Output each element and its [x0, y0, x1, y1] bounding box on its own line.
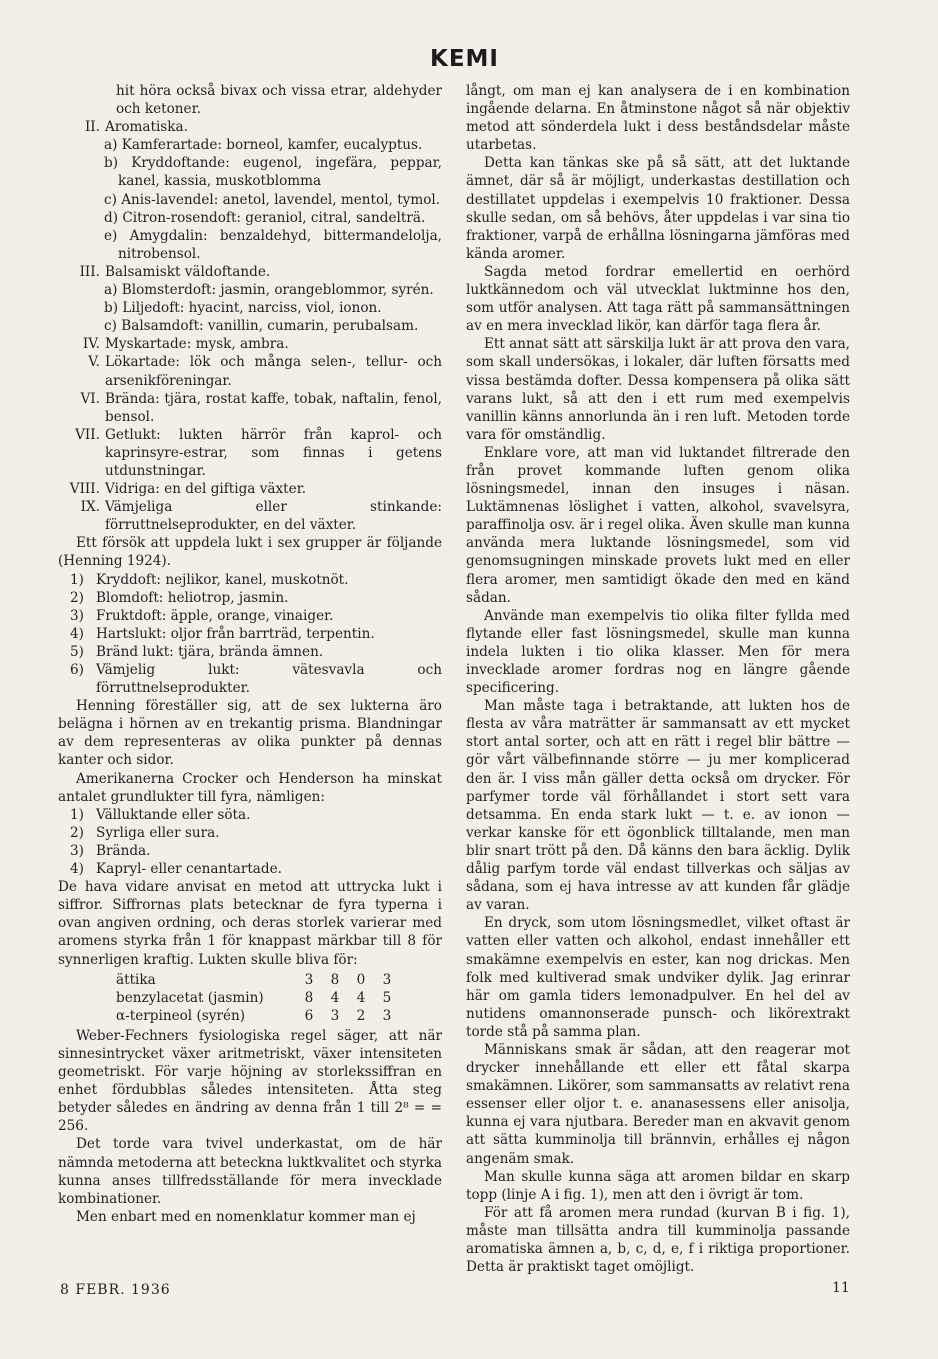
substance-name: α-terpineol (syrén) — [116, 1007, 246, 1024]
table-cell: 3 — [382, 1007, 392, 1024]
table-cell: 3 — [304, 971, 314, 988]
group-item — [70, 661, 442, 697]
table-cell: 4 — [356, 989, 366, 1006]
table-cell: 6 — [304, 1007, 314, 1024]
grundlukt-item-number: 4) — [70, 861, 84, 878]
class-label: Lökartade: lök och många selen-, tellur- och arsenikföreningar. — [105, 354, 442, 389]
paragraph-tvivel: Det torde vara tvivel underkastat, om de här nämnda metoderna att beteckna luktkvalitet och styrka kunna anses tillfredsställande för mera invecklade kombinationer. — [58, 1136, 442, 1207]
group-item-text: Hartslukt: oljor från barrträd, terpentin. — [96, 625, 375, 642]
class-label: Getlukt: lukten härrör från kaprol- och kaprinsyre-estrar, som finnas i getens utdunstningar. — [105, 426, 442, 479]
subclass-item: a) Kamferartade: borneol, kamfer, eucalyptus. — [104, 137, 423, 154]
grundlukt-item — [70, 824, 442, 842]
class-label: Aromatiska. — [105, 119, 188, 136]
table-row — [116, 1007, 400, 1025]
grundlukt-item-text: Kapryl- eller cenantartade. — [96, 861, 282, 878]
class-item — [58, 390, 442, 426]
page-header: KEMI — [430, 46, 499, 72]
group-item-text: Blomdoft: heliotrop, jasmin. — [96, 589, 289, 606]
paragraph-crocker: Amerikanerna Crocker och Henderson ha minskat antalet grundlukter till fyra, nämligen: — [58, 770, 442, 805]
grundlukter-list — [58, 806, 442, 878]
class-number: IV. — [82, 336, 100, 353]
paragraph: Man måste taga i betraktande, att lukten hos de flesta av våra maträtter är sammansatt av ett mycket stort antal sorter, och att en rätt i regel blir bättre — gör vårt välbefinnande större — ju mer komplicerad den är. I viss mån gäller detta också om drycker. För parfymer torde väl förhållandet i stort sett vara detsamma. En enda stark lukt — t. e. av ionon — verkar kanske för ett ögonblick tilltalande, men man blir snart trött på den. Då känns den bara äcklig. Dylik dålig parfym torde väl endast tillverkas och säljas av sådana, som ej hava intresse av att kunden får glädje av varan. — [466, 698, 850, 914]
paragraph: Människans smak är sådan, att den reagerar mot drycker innehållande ett eller ett fåtal skarpa smakämnen. Likörer, som sammansatts av relativt rena essenser eller oljor t. e. ananasessens eller anisolja, kunna ej vara njutbara. Bereder man en akvavit genom att sätta kumminolja till brännvin, erhålles ej någon angenäm smak. — [466, 1041, 850, 1167]
paragraph: För att få aromen mera rundad (kurvan B i fig. 1), måste man tillsätta andra till kumminolja passande aromatiska ämnen a, b, c, d, e, f i riktiga proportioner. Detta är praktiskt taget omöjligt. — [466, 1204, 850, 1276]
substance-name: ättika — [116, 971, 156, 988]
group-item — [70, 625, 442, 643]
class-label: Vämjeliga eller stinkande: förruttnelseprodukter, en del växter. — [105, 499, 442, 534]
class-item — [58, 118, 442, 136]
subclass-item: c) Balsamdoft: vanillin, cumarin, perubalsam. — [104, 318, 419, 335]
group-item — [70, 589, 442, 607]
paragraph-henning-intro: Ett försök att uppdela lukt i sex grupper är följande (Henning 1924). — [58, 535, 442, 570]
table-cell: 5 — [382, 989, 392, 1006]
table-cell: 3 — [330, 1007, 340, 1024]
paragraph: Ett annat sätt att särskilja lukt är att prova den vara, som skall undersökas, i lokaler, där luften försatts med vissa bestämda dofter. Dessa kompensera på olika sätt varans lukt, så att den i ett rum med exempelvis vanillin känns annorlunda än i ren luft. Metoden torde vara för omständlig. — [466, 336, 850, 443]
paragraph: En dryck, som utom lösningsmedlet, vilket oftast är vatten eller vatten och alkohol, endast innehåller ett smakämne exempelvis en ester, kan nog drickas. Men folk med kultiverad smak undviker dylik. Jag erinrar här om gamla tiders lemonadpulver. En hel del av nutidens omannonserade punsch- och likörextrakt torde stå på samma plan. — [466, 915, 850, 1040]
table-cell: 8 — [330, 971, 340, 988]
paragraph-siffror: De hava vidare anvisat en metod att uttrycka lukt i siffror. Siffrornas plats betecknar de fyra typerna i ovan angiven ordning, och deras storlek varierar med aromens styrka från 1 för knappast märkbar till 8 för synnerligen kraftig. Lukten skulle bliva för: — [58, 879, 442, 968]
class-number: II. — [84, 119, 100, 136]
table-cell: 8 — [304, 989, 314, 1006]
paragraph-prisma: Henning föreställer sig, att de sex lukterna äro belägna i hörnen av en trekantig prisma. Blandningar av dem representeras av olika punkter på dennas kanter och sidor. — [58, 698, 442, 769]
paragraph-nomenklatur: Men enbart med en nomenklatur kommer man ej — [76, 1208, 416, 1225]
grundlukt-item-number: 3) — [70, 842, 84, 859]
group-item-number: 5) — [70, 643, 84, 660]
subclass-item: a) Blomsterdoft: jasmin, orangeblommor, syrén. — [104, 282, 434, 299]
paragraph: Använde man exempelvis tio olika filter fyllda med flytande eller fast lösningsmedel, skulle man kunna indela lukten i tio olika klasser. Men för mera invecklade aromer fordras nog en längre gående specificering. — [466, 607, 850, 697]
subclass-item: d) Citron-rosendoft: geraniol, citral, sandelträ. — [104, 209, 426, 226]
class-number: III. — [79, 263, 100, 280]
page-number: 11 — [832, 1280, 850, 1296]
class-number: VII. — [75, 426, 100, 443]
grundlukt-item — [70, 806, 442, 824]
class-label: Myskartade: mysk, ambra. — [105, 336, 289, 353]
class-label: Balsamiskt väldoftande. — [105, 263, 271, 280]
group-item-text: Kryddoft: nejlikor, kanel, muskotnöt. — [96, 571, 349, 588]
group-item-number: 2) — [70, 589, 84, 606]
paragraph: Detta kan tänkas ske på så sätt, att det luktande ämnet, där så är möjligt, underkastas destillation och destillatet uppdelas i exempelvis 10 fraktioner. Dessa skulle sedan, om så behövs, åter uppdelas i var sina tio fraktioner, varpå de erhållna lösningarna jämföras med kända aromer. — [466, 155, 850, 262]
paragraph: Man skulle kunna säga att aromen bildar en skarp topp (linje A i fig. 1), men att den i övrigt är tom. — [466, 1168, 850, 1203]
class-number: IX. — [80, 499, 100, 516]
class-item — [58, 498, 442, 534]
group-item-number: 4) — [70, 625, 84, 642]
grundlukt-item-text: Brända. — [96, 842, 151, 859]
table-row — [116, 971, 400, 989]
group-item-number: 1) — [70, 571, 84, 588]
subclass-item: e) Amygdalin: benzaldehyd, bittermandelolja, nitrobensol. — [104, 227, 442, 262]
class-item — [58, 263, 442, 281]
table-row — [116, 989, 400, 1007]
henning-group-list — [58, 571, 442, 698]
class-number: VI. — [80, 390, 100, 407]
table-cell: 4 — [330, 989, 340, 1006]
subclass-item: c) Anis-lavendel: anetol, lavendel, mentol, tymol. — [104, 191, 441, 208]
group-item-text: Fruktdoft: äpple, orange, vinaiger. — [96, 607, 334, 624]
class-item — [58, 353, 442, 389]
class-item — [58, 426, 442, 480]
paragraph: Enklare vore, att man vid luktandet filtrerade den från provet kommande luften genom olika lösningsmedel, innan den insuges i näsan. Luktämnenas löslighet i vatten, alkohol, svavelsyra, paraffinolja osv. är i regel olika. Även skulle man kunna använda mera luktande lösningsmedel, som vid genomsugningen minskade provets lukt med en eller flera aromer, men samtidigt ökade den med en känd sådan. — [466, 444, 850, 606]
class-number: V. — [88, 354, 100, 371]
grundlukt-item — [70, 860, 442, 878]
grundlukt-item-number: 1) — [70, 806, 84, 823]
class-list — [58, 118, 442, 534]
class-number: VIII. — [69, 481, 100, 498]
footer-date: 8 FEBR. 1936 — [60, 1282, 171, 1298]
group-item-text: Vämjelig lukt: vätesvavla och förruttnelseprodukter. — [96, 662, 442, 697]
substance-name: benzylacetat (jasmin) — [116, 989, 264, 1006]
group-item — [70, 643, 442, 661]
intro-text: hit höra också bivax och vissa etrar, aldehyder och ketoner. — [116, 83, 442, 118]
class-item — [58, 480, 442, 498]
group-item — [70, 571, 442, 589]
class-label: Vidriga: en del giftiga växter. — [105, 481, 307, 498]
grundlukt-item-text: Välluktande eller söta. — [96, 806, 251, 823]
class-label: Brända: tjära, rostat kaffe, tobak, naftalin, fenol, bensol. — [105, 390, 442, 425]
subclass-item: b) Liljedoft: hyacint, narciss, viol, ionon. — [104, 300, 382, 317]
table-cell: 0 — [356, 971, 366, 988]
paragraph: långt, om man ej kan analysera de i en kombination ingående delarna. En åtminstone något så när objektiv metod att sönderdela lukt i dess beståndsdelar måste utarbetas. — [466, 83, 850, 154]
class-item — [58, 335, 442, 353]
group-item-number: 3) — [70, 607, 84, 624]
table-cell: 2 — [356, 1007, 366, 1024]
paragraph-weber-fechner: Weber-Fechners fysiologiska regel säger, att när sinnesintrycket växer aritmetriskt, växer intensiteten geometriskt. För varje höjning av storlekssiffran en enhet fördubblas således intensiteten. Åtta steg betyder således en ändring av denna från 1 till 2⁸ = = 256. — [58, 1027, 442, 1135]
grundlukt-item-text: Syrliga eller sura. — [96, 824, 220, 841]
left-column — [58, 82, 442, 1226]
group-item — [70, 607, 442, 625]
group-item-text: Bränd lukt: tjära, brända ämnen. — [96, 643, 324, 660]
group-item-number: 6) — [70, 662, 84, 678]
right-column — [466, 82, 850, 1276]
paragraph: Sagda metod fordrar emellertid en oerhörd luktkännedom och väl utvecklat luktminne hos den, som utför analysen. Att taga rätt på sammansättningen av en mera invecklad likör, kan därför taga flera år. — [466, 263, 850, 335]
grundlukt-item-number: 2) — [70, 824, 84, 841]
grundlukt-item — [70, 842, 442, 860]
aroma-table — [116, 971, 400, 1025]
table-cell: 3 — [382, 971, 392, 988]
subclass-item: b) Kryddoftande: eugenol, ingefära, peppar, kanel, kassia, muskotblomma — [104, 155, 442, 190]
